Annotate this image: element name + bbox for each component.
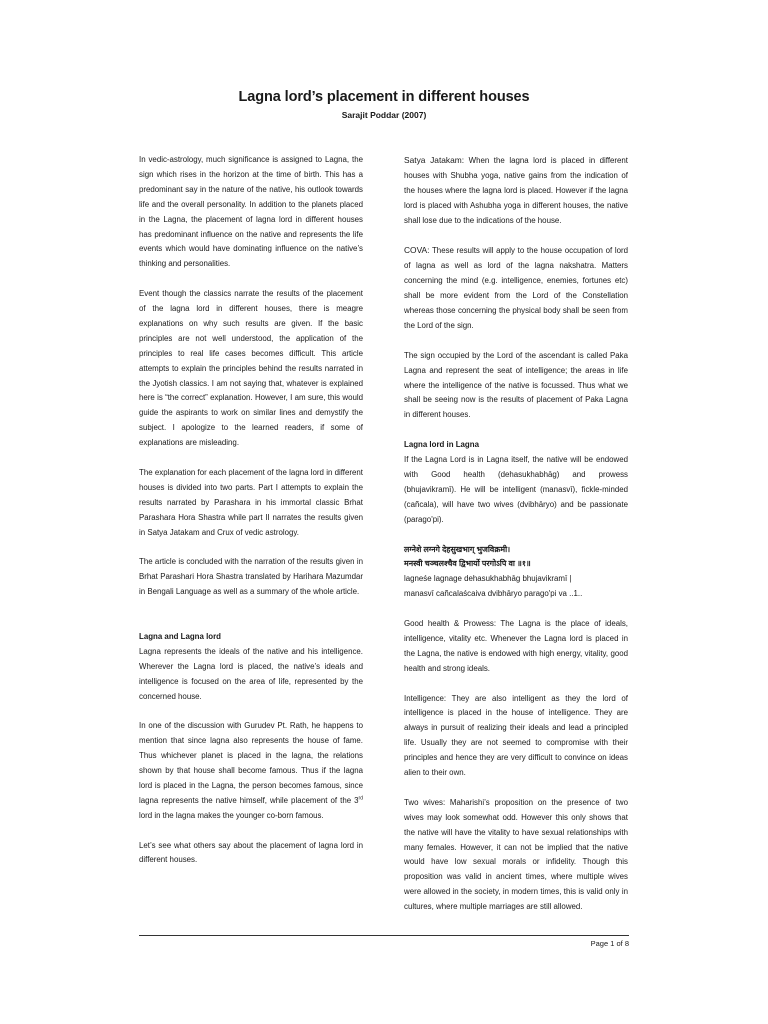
- page-number: Page 1 of 8: [590, 939, 629, 948]
- intro-paragraph: In vedic-astrology, much significance is assigned to Lagna, the sign which rises in the horizon at the time of birth. This has a predominant say in the nature of the native, his outlook towards life and the overall personality. In addition to the planets placed in the Lagna, the placement of lagna lord in different houses has predominant influence on the native and represents the life events which would have dominating influence on the native’s thinking and personalities.: [139, 155, 363, 269]
- section-spacer: [139, 615, 363, 630]
- conclusion-paragraph: The article is concluded with the narration of the results given in Brhat Parashari Hora Shastra translated by Harihara Mazumdar in Bengali Language as well as a summary of the whole article.: [139, 557, 363, 597]
- paka-lagna-paragraph: The sign occupied by the Lord of the ascendant is called Paka Lagna and represent the seat of intelligence; the areas in life where the intelligence of the native is focussed. Thus what we shall be seeing now is the results of placement of Paka Lagna in different houses.: [404, 350, 628, 420]
- cova-text: These results will apply to the house occupation of lord of lagna as well as lord of the lagna nakshatra. Matters concerning the mind (e.g. intelligence, enemies, fortunes etc) shall be more evident from the Lord of the Constellation whereas those concerning the physical body shall be seen from the Lord of the sign.: [404, 246, 628, 330]
- transliteration-line-2: manasvī cañcalaścaiva dvibhāryo parago'pi va ..1..: [404, 589, 583, 599]
- cova-label: COVA:: [404, 245, 430, 256]
- document-title: Lagna lord’s placement in different houses: [238, 89, 530, 105]
- lagna-lord-in-lagna-paragraph: If the Lagna Lord is in Lagna itself, the native will be endowed with Good health (dehasukhabhāg) and prowess (bhujavikramī). He will be intelligent (manasvī), fickle-minded (cañcala), will have two wives (dvibhāryo) and be passionate (parago'pi).: [404, 455, 628, 524]
- lagna-ideals-paragraph: Lagna represents the ideals of the native and his intelligence. Wherever the Lagna lord is placed, the native’s ideals and intelligence is focused on the area of life, represented by the concerned house.: [139, 646, 363, 701]
- right-column: [404, 153, 628, 930]
- sanskrit-verse-line-1: लग्नेशे लग्नगे देहसुखभाग् भुजविक्रमी।: [404, 544, 511, 554]
- cova-paragraph: [404, 243, 628, 333]
- good-health-paragraph: Good health & Prowess: The Lagna is the place of ideals, intelligence, vitality etc. Whenever the Lagna lord is placed in the Lagna, the native is endowed with high energy, vitality, good health and strong ideals.: [404, 619, 628, 673]
- satya-jatakam-label: Satya Jatakam:: [404, 155, 465, 165]
- two-wives-paragraph: Two wives: Maharishi’s proposition on the presence of two wives may look somewhat odd. However this only shows that the native will have the vitality to have sexual relationships with many females. However, it can not be implied that the native would have low sexual morals or infidelity. Though this proposition was valid in ancient times, where multiple wives were allowed in the society, in modern times, this is valid only in cultures, where multiple marriages are still allowed.: [404, 797, 628, 912]
- intelligence-paragraph: Intelligence: They are also intelligent as they the lord of intelligence is placed in the house of intelligence. They are always in pursuit of realizing their ideals and lead a principled life. Usually they are not seemed to compromise with their principles and hence they are very difficult to convince on ideas alien to their own.: [404, 693, 628, 778]
- classics-paragraph: Event though the classics narrate the results of the placement of the lagna lord in different houses, there is meagre explanations on why such results are given. If the basic principles are not well understood, the application of the principles to real life cases becomes difficult. This article attempts to explain the principles behind the results narrated in the Jyotish classics. I am not saying that, whatever is explained here is “the correct” explanation. However, I am sure, this would guide the aspirants to work on similar lines and demystify the subject. I apologize to the learned readers, if some of explanations are misleading.: [139, 289, 363, 448]
- satya-jatakam-paragraph: [404, 153, 628, 229]
- transliteration-line-1: lagneśe lagnage dehasukhabhāg bhujavikramī |: [404, 574, 572, 584]
- structure-paragraph: The explanation for each placement of the lagna lord in different houses is divided into two parts. Part I attempts to explain the results narrated by Parashara in his immortal classic Brhat Parashara Hora Shastra while part II narrates the results given in Satya Jatakam and Crux of vedic astrology.: [139, 468, 363, 537]
- fame-text-start: In one of the discussion with Gurudev Pt. Rath, he happens to mention that since lagna also represents the house of fame. Thus whichever planet is placed in the lagna, the relations shown by that house shall become famous. Thus if the lagna lord is placed in the Lagna, the person becomes famous, since lagna represents the native himself, while placement of the 3: [139, 721, 363, 805]
- fame-paragraph: [139, 719, 363, 823]
- section-heading-lagna-and-lord: Lagna and Lagna lord: [139, 631, 221, 641]
- sanskrit-verse-line-2: मनस्वी चञ्चलश्चैव द्विभार्यो परगोऽपि वा ॥१॥: [404, 559, 531, 569]
- others-paragraph: Let’s see what others say about the placement of lagna lord in different houses.: [139, 840, 363, 865]
- left-column: [139, 153, 363, 883]
- fame-text-end: lord in the lagna makes the younger co-born famous.: [139, 810, 324, 820]
- document-author: Sarajit Poddar (2007): [341, 110, 427, 120]
- ordinal-superscript: rd: [358, 795, 363, 802]
- section-heading-lagna-lord-in-lagna: Lagna lord in Lagna: [404, 440, 479, 450]
- footer-rule: [139, 935, 629, 936]
- satya-jatakam-text: When the lagna lord is placed in different houses with Shubha yoga, native gains from the indication of the houses where the lagna lord is placed. However if the lagna lord is placed with Ashubha yoga in different houses, the native shall lose due to the indications of the house.: [404, 156, 628, 225]
